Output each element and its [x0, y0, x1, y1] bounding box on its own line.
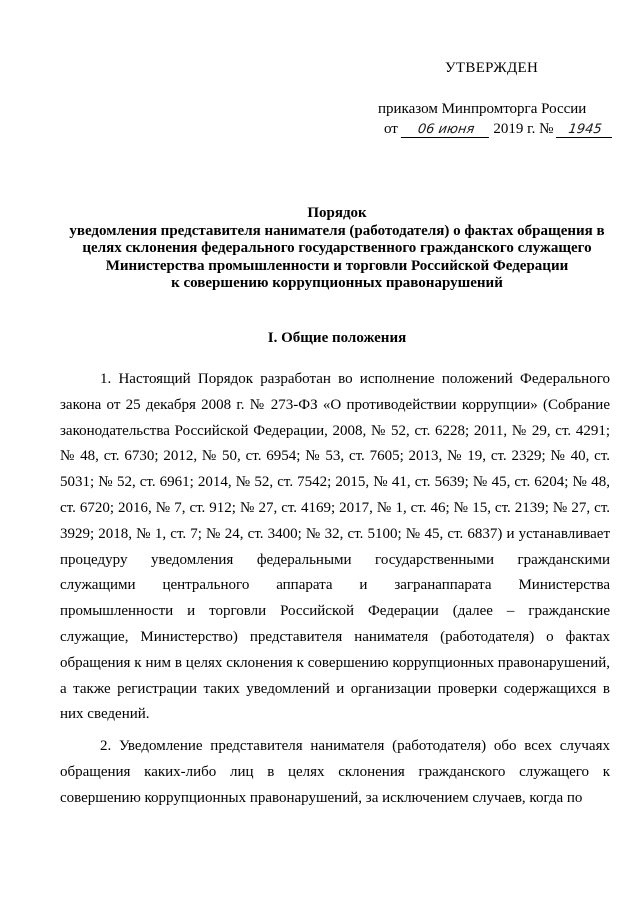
title-line: Порядок — [307, 205, 367, 221]
paragraph: 1. Настоящий Порядок разработан во исполнение положений Федерального закона от 25 декабря 2008 г. № 273-ФЗ «О противодействии коррупции» (Собрание законодательства Российской Федерации, 2008, № 52, ст. 6228; 2011, № 29, ст. 4291; № 48, ст. 6730; 2012, № 50, ст. 6954; № 53, ст. 7605; 2013, № 19, ст. 2329; № 40, ст. 5031; № 52, ст. 6961; 2014, № 52, ст. 7542; 2015, № 41, ст. 5639; № 45, ст. 6204; № 48, ст. 6720; 2016, № 7, ст. 912; № 27, ст. 4169; 2017, № 1, ст. 46; № 15, ст. 2139; № 27, ст. 3929; 2018, № 1, ст. 7; № 24, ст. 3400; № 32, ст. 5100; № 45, ст. 6837) и устанавливает процедуру уведомления федеральными государственными гражданскими служащими центрального аппарата и загранаппарата Министерства промышленности и торговли Российской Федерации (далее – гражданские служащие, Министерство) представителя нанимателя (работодателя) о фактах обращения к ним в целях склонения к совершению коррупционных правонарушений, а также регистрации таких уведомлений и организации проверки содержащихся в них сведений. — [60, 371, 610, 723]
handwritten-order-number: 1945 — [556, 122, 614, 138]
order-reference: приказом Минпромторга России — [378, 101, 587, 117]
handwritten-date: 06 июня — [400, 122, 490, 138]
title-line: к совершению коррупционных правонарушений — [171, 275, 503, 291]
title-line: уведомления представителя нанимателя (работодателя) о фактах обращения в — [69, 222, 605, 239]
order-date-line — [384, 121, 613, 138]
approval-stamp-heading: УТВЕРЖДЕН — [445, 60, 539, 76]
year-number-label: 2019 г. № — [493, 121, 554, 137]
document-title — [40, 205, 634, 293]
title-line: целях склонения федерального государственного гражданского служащего — [82, 240, 592, 256]
paragraph: 2. Уведомление представителя нанимателя (работодателя) обо всех случаях обращения каких-либо лиц в целях склонения гражданского служащего к совершению коррупционных правонарушений, за исключением случаев, когда по — [60, 738, 610, 806]
title-line: Министерства промышленности и торговли Российской Федерации — [105, 257, 569, 274]
date-prefix: от — [384, 121, 398, 137]
section-heading: I. Общие положения — [267, 330, 407, 346]
document-body — [60, 367, 610, 818]
